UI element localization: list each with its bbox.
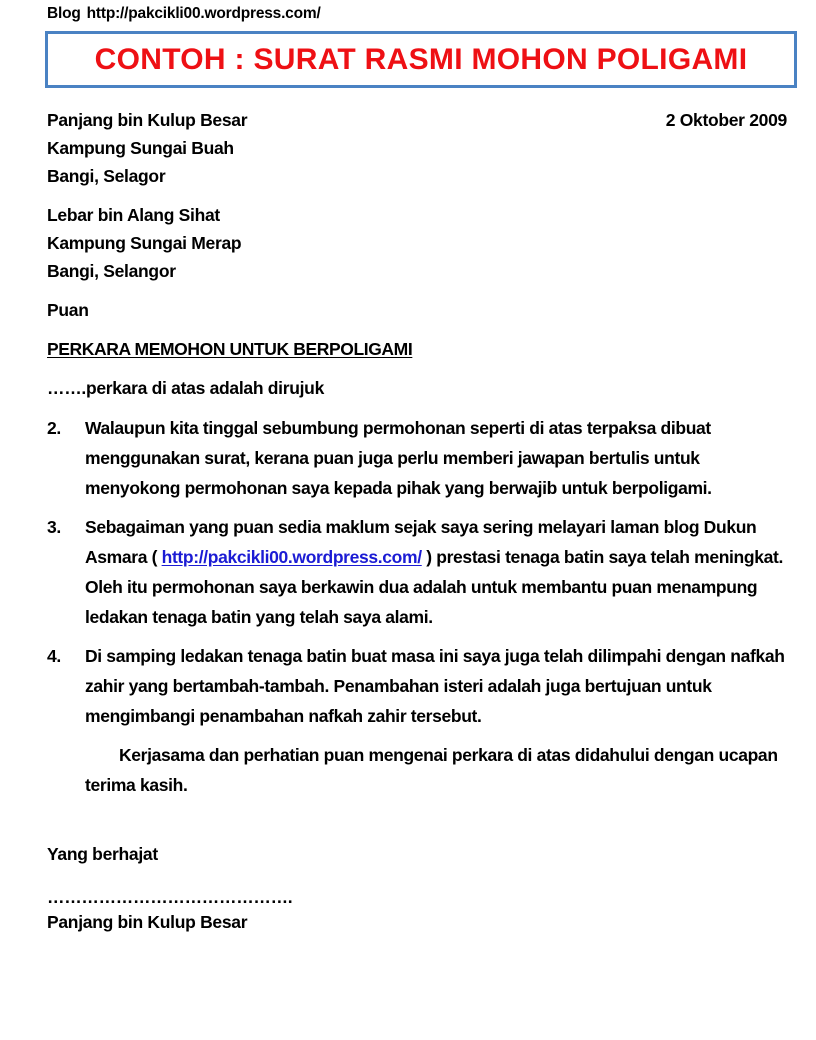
spacer <box>47 363 787 374</box>
sender-address-line-1: Kampung Sungai Buah <box>47 138 234 158</box>
blog-header <box>47 5 321 23</box>
paragraph-2-text: Walaupun kita tinggal sebumbung permohonan seperti di atas terpaksa dibuat menggunakan surat, kerana puan juga perlu memberi jawapan bertulis untuk menyokong permohonan saya kepada pihak yang berwajib untuk berpoligami. <box>85 418 712 498</box>
letter-date: 2 Oktober 2009 <box>665 110 787 130</box>
closing-paragraph: Kerjasama dan perhatian puan mengenai perkara di atas didahului dengan ucapan terima kasih. <box>85 745 778 795</box>
signature-dotted-line: ……………………………………. <box>47 887 293 907</box>
spacer <box>47 503 787 512</box>
paragraph-4 <box>47 641 787 731</box>
paragraph-3-text-after-link: ) prestasi tenaga batin saya telah meningkat. Oleh itu permohonan saya berkawin dua adalah untuk membantu puan menampung ledakan tenaga batin yang telah saya alami. <box>85 547 783 627</box>
paragraph-4-text: Di samping ledakan tenaga batin buat masa ini saya juga telah dilimpahi dengan nafkah zahir yang bertambah-tambah. Penambahan isteri adalah juga bertujuan untuk mengimbangi penambahan nafkah zahir tersebut. <box>85 646 785 726</box>
blog-link[interactable]: http://pakcikli00.wordpress.com/ <box>161 547 422 567</box>
subject-wrapper <box>47 335 787 363</box>
paragraph-3 <box>47 512 787 632</box>
signoff-line: Yang berhajat <box>47 844 158 864</box>
sender-and-date-row <box>47 106 787 134</box>
spacer <box>47 324 787 335</box>
page-title: CONTOH : SURAT RASMI MOHON POLIGAMI <box>94 42 748 76</box>
spacer <box>47 285 787 296</box>
paragraph-4-number: 4. <box>47 646 61 666</box>
spacer <box>47 632 787 641</box>
letter-body <box>47 106 787 936</box>
spacer <box>47 402 787 413</box>
paragraph-2-number: 2. <box>47 418 61 438</box>
paragraph-3-text-before-link: Sebagaiman yang puan sedia maklum sejak saya sering melayari laman blog Dukun Asmara ( <box>85 517 757 567</box>
recipient-address-line-1: Kampung Sungai Merap <box>47 233 242 253</box>
sender-address-line-2: Bangi, Selagor <box>47 166 166 186</box>
recipient-address-line-2: Bangi, Selangor <box>47 261 176 281</box>
spacer <box>47 731 787 740</box>
title-banner <box>45 31 797 88</box>
paragraph-3-number: 3. <box>47 517 61 537</box>
signature-name: Panjang bin Kulup Besar <box>47 912 248 932</box>
salutation: Puan <box>47 300 89 320</box>
sender-name: Panjang bin Kulup Besar <box>47 110 248 130</box>
blog-url: http://pakcikli00.wordpress.com/ <box>86 5 321 22</box>
spacer <box>47 868 787 886</box>
intro-line: …….perkara di atas adalah dirujuk <box>47 378 325 398</box>
subject-line: PERKARA MEMOHON UNTUK BERPOLIGAMI <box>47 339 413 359</box>
blog-label: Blog <box>47 5 81 22</box>
recipient-name: Lebar bin Alang Sihat <box>47 205 220 225</box>
paragraph-3-text <box>85 512 787 632</box>
spacer <box>47 800 787 840</box>
paragraph-2 <box>47 413 787 503</box>
spacer <box>47 190 787 201</box>
